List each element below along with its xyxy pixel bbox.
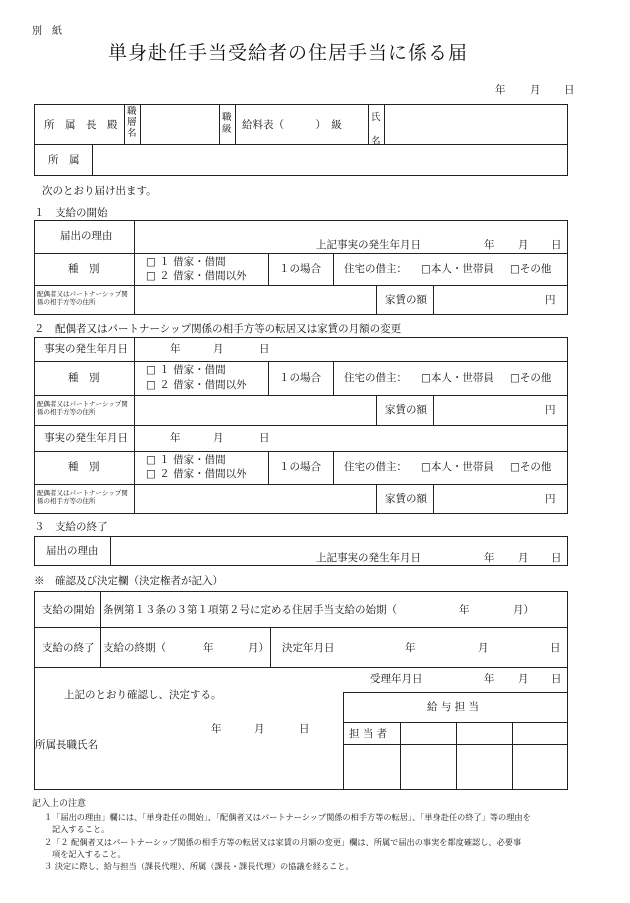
- s2b2-borrower-self-checkbox[interactable]: □本人・世帯員: [421, 461, 494, 473]
- s3-month: 月: [518, 552, 529, 564]
- s2b1-borrower-other-checkbox[interactable]: □その他: [510, 372, 552, 384]
- c-decision-date-label: 決定年月日: [282, 642, 335, 654]
- s3-year: 年: [484, 552, 495, 564]
- c-received-month: 月: [518, 673, 529, 685]
- c-start-label: 支給の開始: [42, 604, 95, 616]
- c-start-year: 年: [459, 604, 470, 616]
- page-title: 単身赴任手当受給者の住居手当に係る届: [108, 42, 469, 64]
- s1-spouse-address-field[interactable]: [135, 286, 375, 314]
- intro-text: 次のとおり届け出ます。: [42, 185, 157, 197]
- s1-borrower-label: 住宅の借主：: [344, 263, 407, 275]
- s2b2-spouse-address-field[interactable]: [135, 485, 375, 513]
- s1-borrower-self-checkbox[interactable]: □本人・世帯員: [421, 263, 494, 275]
- c-received-label: 受理年月日: [370, 673, 423, 685]
- c-start-text: 条例第１３条の３第１項第２号に定める住居手当支給の始期（: [103, 604, 397, 616]
- s2b2-rent-label: 家賃の額: [385, 493, 427, 505]
- s2b1-option1-checkbox[interactable]: □ １ 借家・借間: [146, 364, 226, 376]
- s1-reason-label: 届出の理由: [60, 230, 113, 242]
- s2b2-event-date-label: 事実の発生年月日: [44, 432, 128, 444]
- section2-heading: ２ 配偶者又はパートナーシップ関係の相手方等の転居又は家賃の月額の変更: [34, 323, 402, 335]
- s1-year: 年: [484, 239, 495, 251]
- stamp-cell-4[interactable]: [513, 745, 567, 789]
- s1-rent-field[interactable]: [434, 286, 542, 314]
- c-decision-day: 日: [550, 642, 561, 654]
- s1-borrower-other-checkbox[interactable]: □その他: [510, 263, 552, 275]
- s1-option1-checkbox[interactable]: □ １ 借家・借間: [146, 256, 226, 268]
- grade-label: 職級: [222, 112, 232, 135]
- note-line: ２「２ 配偶者又はパートナーシップ関係の相手方等の転居又は家賃の月額の変更」欄は、所属で届出の事実を都度確認し、必要事: [44, 837, 522, 847]
- s2b1-option2-checkbox[interactable]: □ ２ 借家・借間以外: [146, 379, 247, 391]
- s1-spouse-address-label: 配偶者又はパートナーシップ関係の相手方等の住所: [37, 290, 128, 307]
- c-confirm-text: 上記のとおり確認し、決定する。: [64, 689, 222, 701]
- s2b1-rent-field[interactable]: [434, 396, 542, 424]
- s3-day: 日: [551, 552, 562, 564]
- s2b1-spouse-address-field[interactable]: [135, 396, 375, 424]
- date-day-label: 日: [564, 84, 575, 96]
- s2b1-year: 年: [170, 343, 181, 355]
- section1-heading: １ 支給の開始: [34, 207, 108, 219]
- s1-yen: 円: [545, 294, 556, 306]
- note-line: １「届出の理由」欄には、「単身赴任の開始」、「配偶者又はパートナーシップ関係の相手方等の転居」、「単身赴任の終了」等の理由を: [44, 812, 531, 822]
- attachment-label: 別 紙: [32, 26, 62, 37]
- s2b2-case1-label: １の場合: [279, 461, 321, 473]
- dept-label: 所 属: [48, 154, 80, 166]
- c-person-in-charge-label: 担 当 者: [349, 728, 388, 740]
- s1-option2-checkbox[interactable]: □ ２ 借家・借間以外: [146, 270, 247, 282]
- c-end-year: 年: [203, 642, 214, 654]
- s2b2-yen: 円: [545, 493, 556, 505]
- s3-reason-label: 届出の理由: [46, 545, 99, 557]
- s2b2-borrower-other-checkbox[interactable]: □その他: [510, 461, 552, 473]
- stamp-cell-1[interactable]: [344, 745, 399, 789]
- s2b1-event-date-label: 事実の発生年月日: [44, 343, 128, 355]
- s1-month: 月: [518, 239, 529, 251]
- c-end-month: 月）: [248, 642, 269, 654]
- post-name-label: 職層名: [127, 106, 137, 139]
- s2b1-case1-label: １の場合: [279, 372, 321, 384]
- c-end-label: 支給の終了: [42, 642, 95, 654]
- note-line: 項を記入すること。: [52, 849, 126, 859]
- s1-case1-label: １の場合: [279, 263, 321, 275]
- date-year-label: 年: [495, 84, 506, 96]
- s2b2-borrower-label: 住宅の借主：: [344, 461, 407, 473]
- s2b1-borrower-self-checkbox[interactable]: □本人・世帯員: [421, 372, 494, 384]
- s2b1-yen: 円: [545, 404, 556, 416]
- s2b2-spouse-address-label: 配偶者又はパートナーシップ関係の相手方等の住所: [37, 489, 128, 506]
- s1-type-label: 種 別: [68, 263, 100, 275]
- s2b1-month: 月: [213, 343, 224, 355]
- confirm-heading: ※ 確認及び決定欄（決定権者が記入）: [34, 575, 223, 587]
- s2b2-day: 日: [259, 432, 270, 444]
- name-label: 氏名: [371, 112, 381, 147]
- s2b2-month: 月: [213, 432, 224, 444]
- note-line: 記入すること。: [52, 824, 110, 834]
- c-received-year: 年: [484, 673, 495, 685]
- c-head-name-label: 所属長職氏名: [35, 739, 98, 751]
- c-start-month: 月）: [513, 604, 534, 616]
- s3-event-date-label: 上記事実の発生年月日: [316, 552, 421, 564]
- applicant-name-field[interactable]: [385, 105, 567, 143]
- c-head-name-field[interactable]: [110, 734, 340, 754]
- c-decision-month: 月: [478, 642, 489, 654]
- post-name-field[interactable]: [141, 105, 218, 143]
- c-payroll-label: 給 与 担 当: [427, 701, 480, 713]
- s2b2-option2-checkbox[interactable]: □ ２ 借家・借間以外: [146, 468, 247, 480]
- s2b2-year: 年: [170, 432, 181, 444]
- s2b2-option1-checkbox[interactable]: □ １ 借家・借間: [146, 454, 226, 466]
- s1-rent-label: 家賃の額: [385, 294, 427, 306]
- stamp-cell-2[interactable]: [401, 745, 455, 789]
- s2b1-spouse-address-label: 配偶者又はパートナーシップ関係の相手方等の住所: [37, 400, 128, 417]
- c-end-text: 支給の終期（: [103, 642, 166, 654]
- s2b2-type-label: 種 別: [68, 461, 100, 473]
- stamp-cell-3[interactable]: [457, 745, 511, 789]
- to-label: 所 属 長 殿: [44, 119, 118, 131]
- section3-heading: ３ 支給の終了: [34, 521, 108, 533]
- c-sign-month: 月: [254, 723, 265, 735]
- salary-table-label: 給料表（ ） 級: [242, 119, 342, 131]
- c-sign-year: 年: [211, 723, 222, 735]
- s2b1-day: 日: [259, 343, 270, 355]
- notes-heading: 記入上の注意: [32, 799, 87, 809]
- s1-event-date-label: 上記事実の発生年月日: [316, 239, 421, 251]
- s2b2-rent-field[interactable]: [434, 485, 542, 513]
- c-sign-day: 日: [299, 723, 310, 735]
- s2b1-borrower-label: 住宅の借主：: [344, 372, 407, 384]
- s1-day: 日: [551, 239, 562, 251]
- c-received-day: 日: [551, 673, 562, 685]
- s2b1-rent-label: 家賃の額: [385, 404, 427, 416]
- department-field[interactable]: [93, 145, 567, 175]
- s1-reason-field[interactable]: [135, 221, 567, 239]
- note-line: ３ 決定に際し、給与担当（課長代理）、所属（課長・課長代理）の協議を経ること。: [44, 861, 354, 871]
- s2b1-type-label: 種 別: [68, 372, 100, 384]
- date-month-label: 月: [530, 84, 541, 96]
- s3-reason-field[interactable]: [111, 537, 567, 553]
- c-decision-year: 年: [405, 642, 416, 654]
